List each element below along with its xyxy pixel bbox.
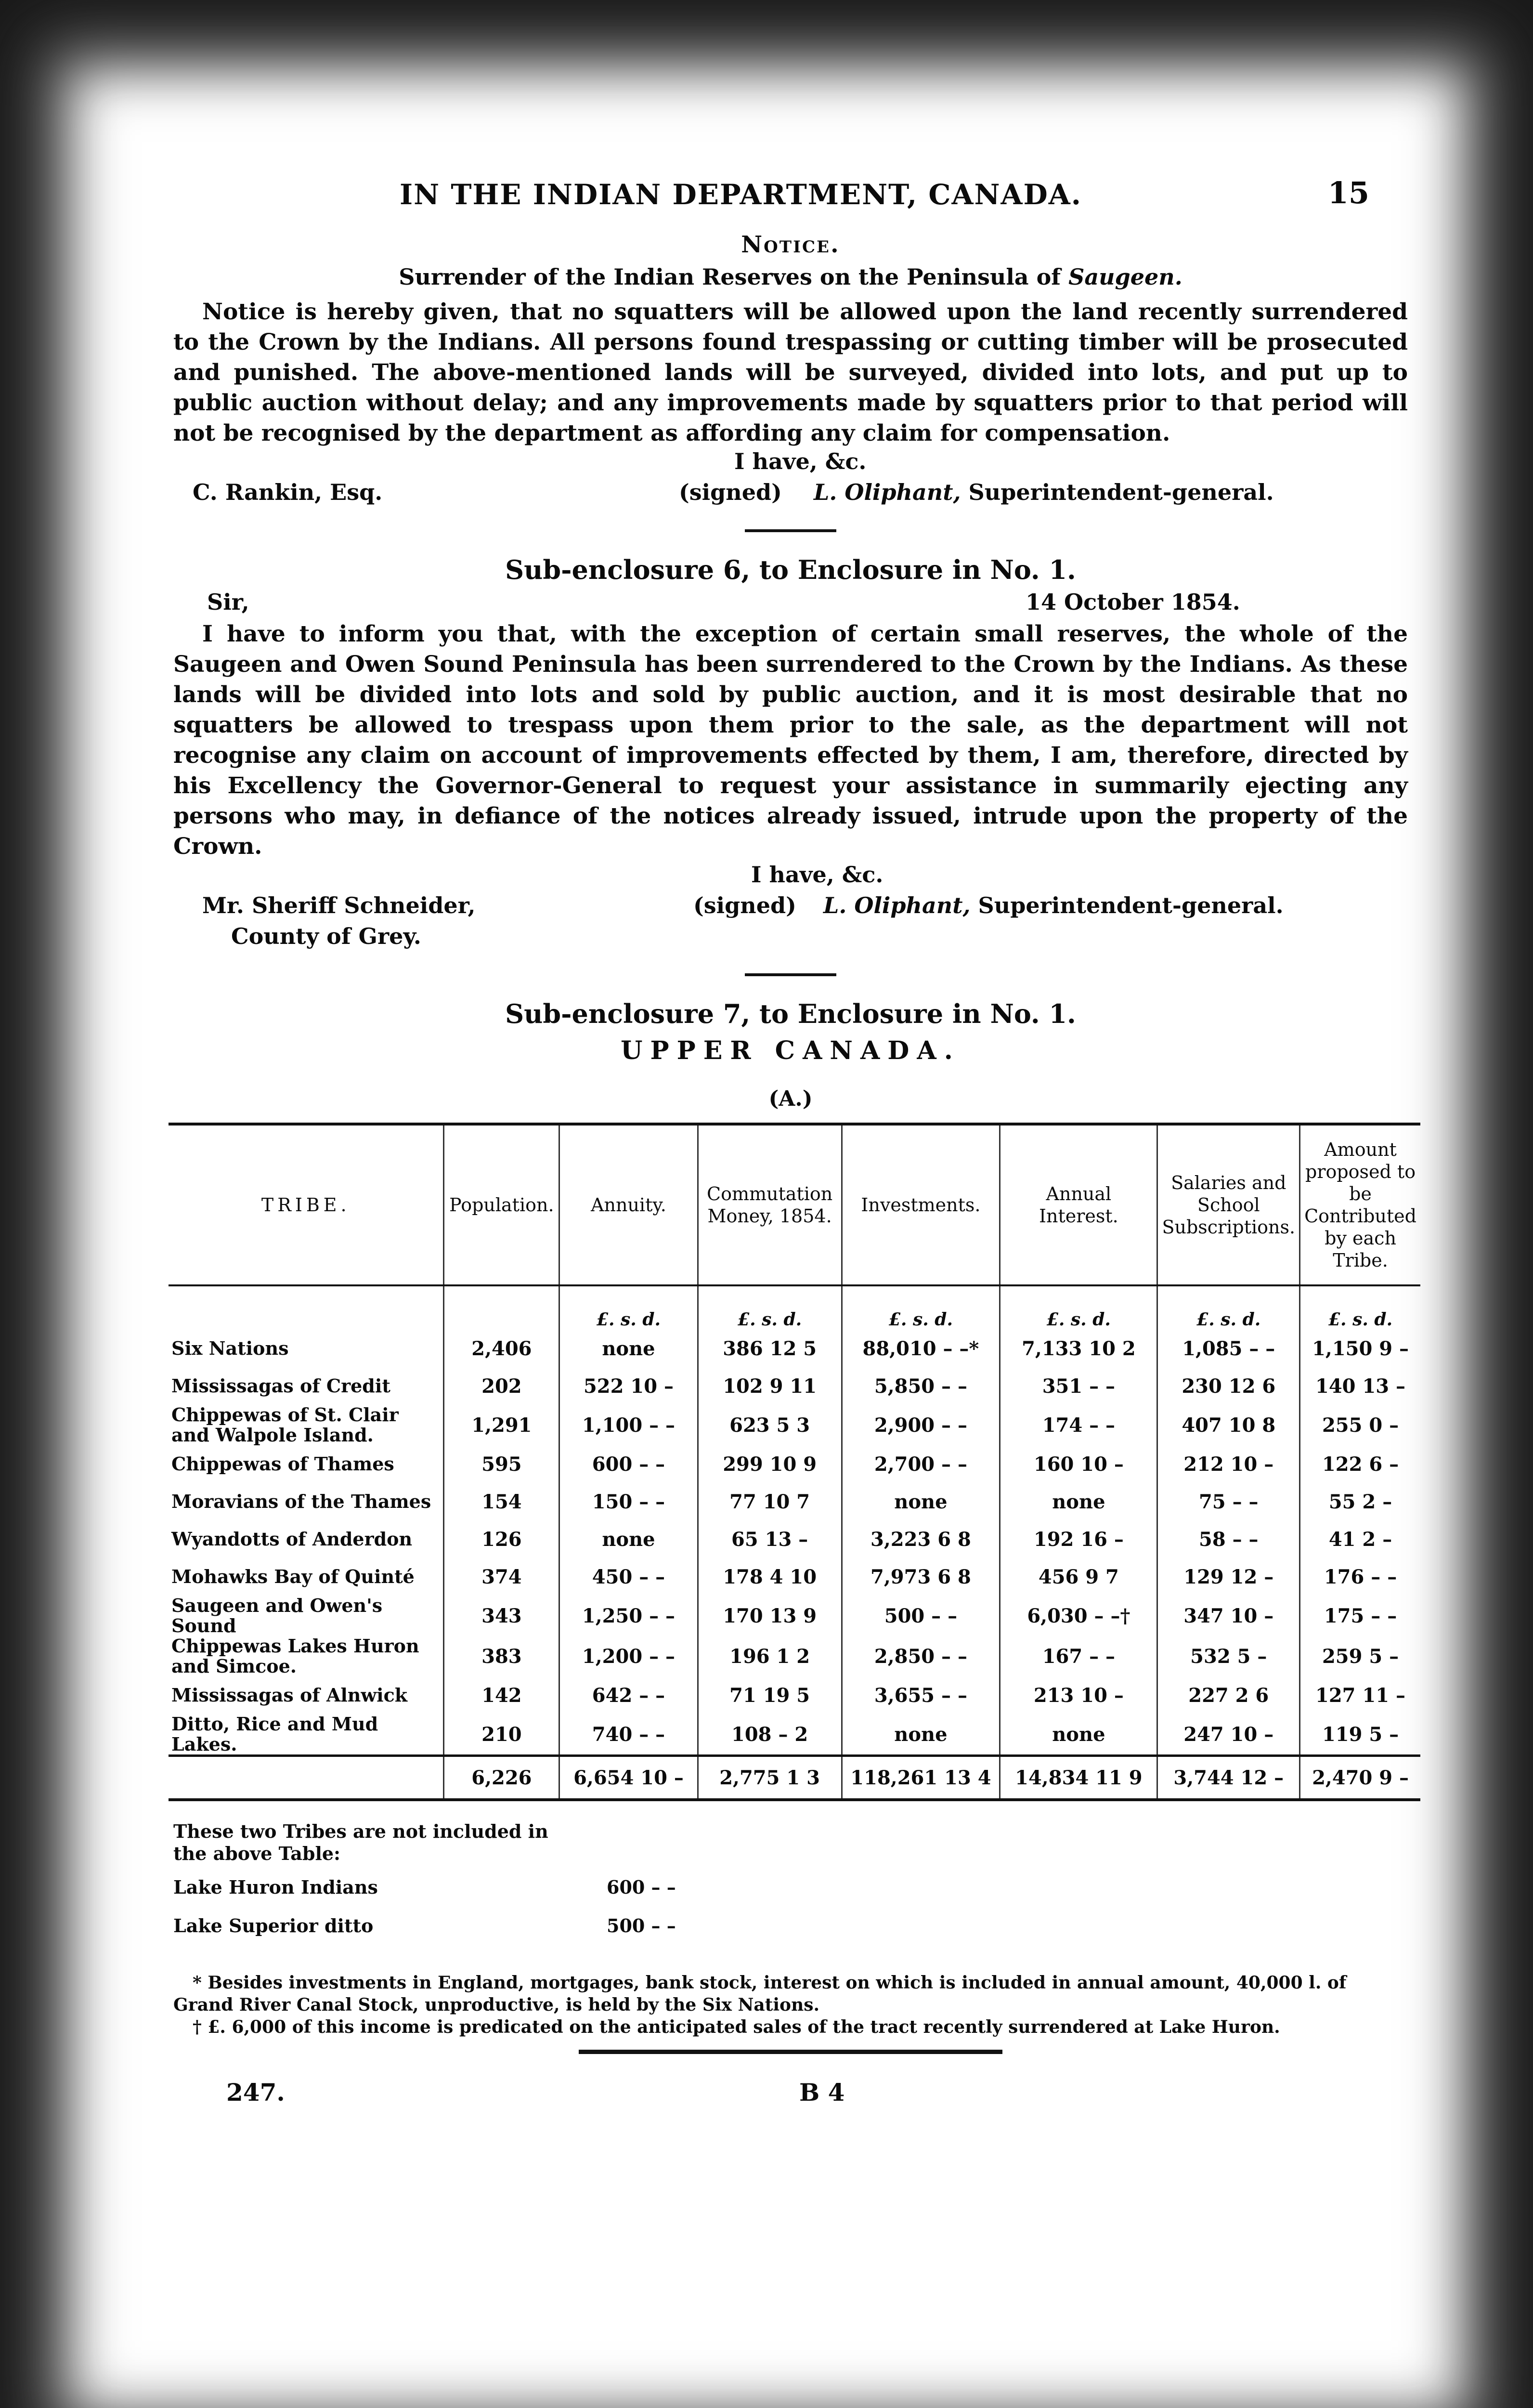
cell-investments: 3,223 6 8 (842, 1520, 1000, 1558)
notice-heading: Notice. (741, 231, 840, 258)
unit-cell (169, 1285, 444, 1330)
cell-salaries: 347 10 – (1157, 1596, 1300, 1636)
header-commutation: Commutation Money, 1854. (698, 1124, 842, 1285)
cell-annuity: 600 – – (559, 1445, 698, 1483)
cell-interest: 192 16 – (1000, 1520, 1157, 1558)
cell-commutation: 170 13 9 (698, 1596, 842, 1636)
cell-amount: 255 0 – (1322, 1413, 1399, 1437)
cell-population: 154 (444, 1483, 559, 1520)
cell-annuity: none (559, 1330, 698, 1367)
unit-cell: £. s. d. (1157, 1285, 1300, 1330)
cell-amount: 119 5 – (1322, 1723, 1399, 1746)
excluded-annuity: 500 – – (607, 1915, 676, 1937)
table-row (169, 1405, 1420, 1445)
cell-commutation: 102 9 11 (698, 1367, 842, 1405)
letter-date: 14 October 1854. (1026, 589, 1240, 615)
cell-annuity: 1,100 – – (559, 1405, 698, 1445)
cell-amount: 122 6 – (1322, 1453, 1399, 1476)
table-label: (A.) (768, 1086, 813, 1111)
header-interest: Annual Interest. (1000, 1124, 1157, 1285)
header-population: Population. (444, 1124, 559, 1285)
excluded-row (173, 1906, 751, 1948)
cell-commutation: 623 5 3 (698, 1405, 842, 1445)
cell-tribe: Chippewas of St. Clair and Walpole Island. (169, 1405, 444, 1445)
letter-addressee-line2: County of Grey. (231, 923, 421, 949)
cell-interest: 160 10 – (1000, 1445, 1157, 1483)
cell-salaries: 129 12 – (1157, 1558, 1300, 1596)
cell-commutation: 71 19 5 (698, 1676, 842, 1714)
cell-amount: 55 2 – (1328, 1490, 1392, 1513)
cell-commutation: 178 4 10 (698, 1558, 842, 1596)
cell-population: 126 (444, 1520, 559, 1558)
letter-closing-row (173, 862, 1408, 892)
letter-signature-row (173, 892, 1408, 923)
notice-signature-row (173, 479, 1408, 510)
letter-salutation: Sir, (207, 589, 249, 615)
total-commutation: 2,775 1 3 (698, 1756, 842, 1800)
table-row (169, 1676, 1420, 1714)
notice-signatory-title: Superintendent-general. (968, 479, 1274, 505)
cell-salaries: 532 5 – (1157, 1636, 1300, 1676)
footnotes (173, 1972, 1408, 2038)
total-amount: 2,470 9 – (1300, 1756, 1420, 1800)
notice-signatory-name: L. Oliphant, (814, 479, 961, 505)
table-units-row (169, 1285, 1420, 1330)
cell-tribe: Saugeen and Owen's Sound (169, 1596, 444, 1636)
sub-enclosure-6-heading: Sub-enclosure 6, to Enclosure in No. 1. (505, 554, 1076, 585)
excluded-name: Lake Superior ditto (173, 1915, 374, 1937)
cell-tribe: Ditto, Rice and Mud Lakes. (169, 1714, 444, 1756)
section-divider (745, 973, 836, 976)
total-tribe (169, 1756, 444, 1800)
cell-annuity: 1,200 – – (559, 1636, 698, 1676)
cell-salaries: 227 2 6 (1157, 1676, 1300, 1714)
cell-tribe: Six Nations (169, 1330, 444, 1367)
notice-subheading-place: Saugeen. (1068, 264, 1182, 290)
cell-annuity: 150 – – (559, 1483, 698, 1520)
cell-annuity: 642 – – (559, 1676, 698, 1714)
footnote-star: * Besides investments in England, mortgages, bank stock, interest on which is included in annual amount, 40,000 l. of Grand River Canal Stock, unproductive, is held by the Six Nations. (173, 1973, 1347, 2015)
cell-annuity: 740 – – (559, 1714, 698, 1756)
cell-amount: 140 13 – (1315, 1374, 1406, 1398)
table-row (169, 1714, 1420, 1756)
letter-addressee-row2 (173, 923, 1408, 954)
unit-cell: £. s. d. (559, 1285, 698, 1330)
letter-signatory-name: L. Oliphant, (823, 892, 971, 918)
cell-salaries: 75 – – (1157, 1483, 1300, 1520)
running-head (173, 175, 1408, 222)
footer-rule (579, 2050, 1002, 2054)
letter-signatory-title: Superintendent-general. (978, 892, 1284, 918)
cell-salaries: 230 12 6 (1157, 1367, 1300, 1405)
cell-amount: 176 – – (1324, 1565, 1397, 1588)
cell-population: 142 (444, 1676, 559, 1714)
unit-cell: £. s. d. (1328, 1309, 1393, 1330)
region-heading: UPPER CANADA. (621, 1036, 961, 1065)
table-row (169, 1330, 1420, 1367)
cell-amount: 175 – – (1324, 1604, 1397, 1627)
cell-interest: 351 – – (1000, 1367, 1157, 1405)
cell-salaries: 407 10 8 (1157, 1405, 1300, 1445)
letter-signed: (signed) (693, 892, 796, 918)
cell-tribe: Chippewas of Thames (169, 1445, 444, 1483)
excluded-row (173, 1865, 751, 1906)
excluded-name: Lake Huron Indians (173, 1876, 378, 1898)
cell-commutation: 108 – 2 (698, 1714, 842, 1756)
cell-interest: 6,030 – –† (1000, 1596, 1157, 1636)
cell-tribe: Moravians of the Thames (169, 1483, 444, 1520)
cell-annuity: 1,250 – – (559, 1596, 698, 1636)
notice-signatory (814, 479, 1274, 505)
sub-enclosure-7-heading: Sub-enclosure 7, to Enclosure in No. 1. (505, 998, 1076, 1029)
letter-body: I have to inform you that, with the exception of certain small reserves, the whole of the Saugeen and Owen Sound Peninsula has been surrendered to the Crown by the Indians. As these lands will be divided into lots and sold by public auction, and it is most desirable that no squatters be allowed to trespass upon them prior to the sale, as the department will not recognise any claim on account of improvements effected by them, I am, therefore, directed by his Excellency the Governor-General to request your assistance in summarily ejecting any persons who may, in defiance of the notices already issued, intrude upon the property of the Crown. (173, 621, 1408, 860)
unit-cell: £. s. d. (842, 1285, 1000, 1330)
cell-population: 595 (444, 1445, 559, 1483)
table-row (169, 1636, 1420, 1676)
cell-population: 374 (444, 1558, 559, 1596)
cell-tribe: Mohawks Bay of Quinté (169, 1558, 444, 1596)
notice-signed: (signed) (679, 479, 782, 505)
table-row (169, 1558, 1420, 1596)
cell-annuity: 522 10 – (559, 1367, 698, 1405)
cell-interest: 213 10 – (1000, 1676, 1157, 1714)
cell-investments: none (842, 1714, 1000, 1756)
letter-signatory (823, 892, 1284, 918)
cell-annuity: none (559, 1520, 698, 1558)
unit-cell: £. s. d. (698, 1285, 842, 1330)
cell-investments: 7,973 6 8 (842, 1558, 1000, 1596)
cell-amount: 127 11 – (1315, 1684, 1406, 1707)
cell-amount: 259 5 – (1322, 1645, 1399, 1668)
cell-interest: none (1000, 1483, 1157, 1520)
cell-population: 383 (444, 1636, 559, 1676)
cell-salaries: 212 10 – (1157, 1445, 1300, 1483)
header-investments: Investments. (842, 1124, 1000, 1285)
cell-interest: 167 – – (1000, 1636, 1157, 1676)
header-annuity: Annuity. (559, 1124, 698, 1285)
cell-amount: 41 2 – (1328, 1528, 1392, 1551)
letter-date-row (173, 585, 1408, 615)
cell-population: 343 (444, 1596, 559, 1636)
cell-annuity: 450 – – (559, 1558, 698, 1596)
notice-subheading-text: Surrender of the Indian Reserves on the Peninsula of (399, 264, 1069, 290)
table-total-row (169, 1756, 1420, 1800)
notice-addressee: C. Rankin, Esq. (193, 479, 383, 505)
cell-population: 1,291 (444, 1405, 559, 1445)
table-header-row (169, 1124, 1420, 1285)
cell-salaries: 58 – – (1157, 1520, 1300, 1558)
cell-investments: none (842, 1483, 1000, 1520)
excluded-annuity: 600 – – (607, 1876, 676, 1898)
cell-amount: 1,150 9 – (1312, 1337, 1409, 1360)
cell-investments: 2,850 – – (842, 1636, 1000, 1676)
cell-population: 2,406 (444, 1330, 559, 1367)
cell-population: 210 (444, 1714, 559, 1756)
tribes-table (169, 1123, 1420, 1801)
unit-cell: £. s. d. (1000, 1285, 1157, 1330)
cell-interest: 174 – – (1000, 1405, 1157, 1445)
table-row (169, 1367, 1420, 1405)
cell-investments: 3,655 – – (842, 1676, 1000, 1714)
cell-tribe: Chippewas Lakes Huron and Simcoe. (169, 1636, 444, 1676)
cell-commutation: 386 12 5 (698, 1330, 842, 1367)
total-annuity: 6,654 10 – (559, 1756, 698, 1800)
total-investments: 118,261 13 4 (842, 1756, 1000, 1800)
cell-investments: 5,850 – – (842, 1367, 1000, 1405)
cell-tribe: Mississagas of Alnwick (169, 1676, 444, 1714)
cell-interest: 7,133 10 2 (1000, 1330, 1157, 1367)
cell-investments: 2,900 – – (842, 1405, 1000, 1445)
letter-addressee-line1: Mr. Sheriff Schneider, (202, 892, 476, 918)
cell-salaries: 1,085 – – (1157, 1330, 1300, 1367)
footnote-dagger: † £. 6,000 of this income is predicated on the anticipated sales of the tract recently surrendered at Lake Huron. (193, 2017, 1280, 2037)
cell-investments: 500 – – (842, 1596, 1000, 1636)
notice-closing-row (173, 448, 1408, 479)
cell-commutation: 196 1 2 (698, 1636, 842, 1676)
signature-mark: B 4 (799, 2078, 845, 2107)
table-row (169, 1483, 1420, 1520)
cell-tribe: Mississagas of Credit (169, 1367, 444, 1405)
table-row (169, 1520, 1420, 1558)
table-row (169, 1596, 1420, 1636)
excluded-tribes (173, 1820, 751, 1948)
cell-commutation: 77 10 7 (698, 1483, 842, 1520)
notice-closing: I have, &c. (734, 448, 867, 474)
excluded-intro: These two Tribes are not included in the above Table: (173, 1820, 548, 1864)
cell-commutation: 299 10 9 (698, 1445, 842, 1483)
cell-population: 202 (444, 1367, 559, 1405)
cell-interest: none (1000, 1714, 1157, 1756)
total-salaries: 3,744 12 – (1157, 1756, 1300, 1800)
header-amount: Amount proposed to be Contributed by each Tribe. (1300, 1124, 1420, 1285)
cell-investments: 2,700 – – (842, 1445, 1000, 1483)
notice-body: Notice is hereby given, that no squatters will be allowed upon the land recently surrendered to the Crown by the Indians. All persons found trespassing or cutting timber will be prosecuted and punished. The above-mentioned lands will be surveyed, divided into lots, and put up to public auction without delay; and any improvements made by squatters prior to that period will not be recognised by the department as affording any claim for compensation. (173, 299, 1408, 446)
cell-interest: 456 9 7 (1000, 1558, 1157, 1596)
total-interest: 14,834 11 9 (1000, 1756, 1157, 1800)
section-divider (745, 529, 836, 532)
table-row (169, 1445, 1420, 1483)
cell-investments: 88,010 – –* (842, 1330, 1000, 1367)
notice-subheading (173, 264, 1408, 290)
cell-commutation: 65 13 – (698, 1520, 842, 1558)
header-tribe: TRIBE. (169, 1124, 444, 1285)
cell-tribe: Wyandotts of Anderdon (169, 1520, 444, 1558)
page-footer (173, 2078, 1408, 2117)
cell-salaries: 247 10 – (1157, 1714, 1300, 1756)
footer-number: 247. (226, 2078, 285, 2107)
header-salaries: Salaries and School Subscriptions. (1157, 1124, 1300, 1285)
letter-closing: I have, &c. (751, 862, 883, 888)
page-title: IN THE INDIAN DEPARTMENT, CANADA. (400, 178, 1082, 211)
total-population: 6,226 (444, 1756, 559, 1800)
unit-cell (444, 1285, 559, 1330)
page-number: 15 (1327, 175, 1369, 210)
